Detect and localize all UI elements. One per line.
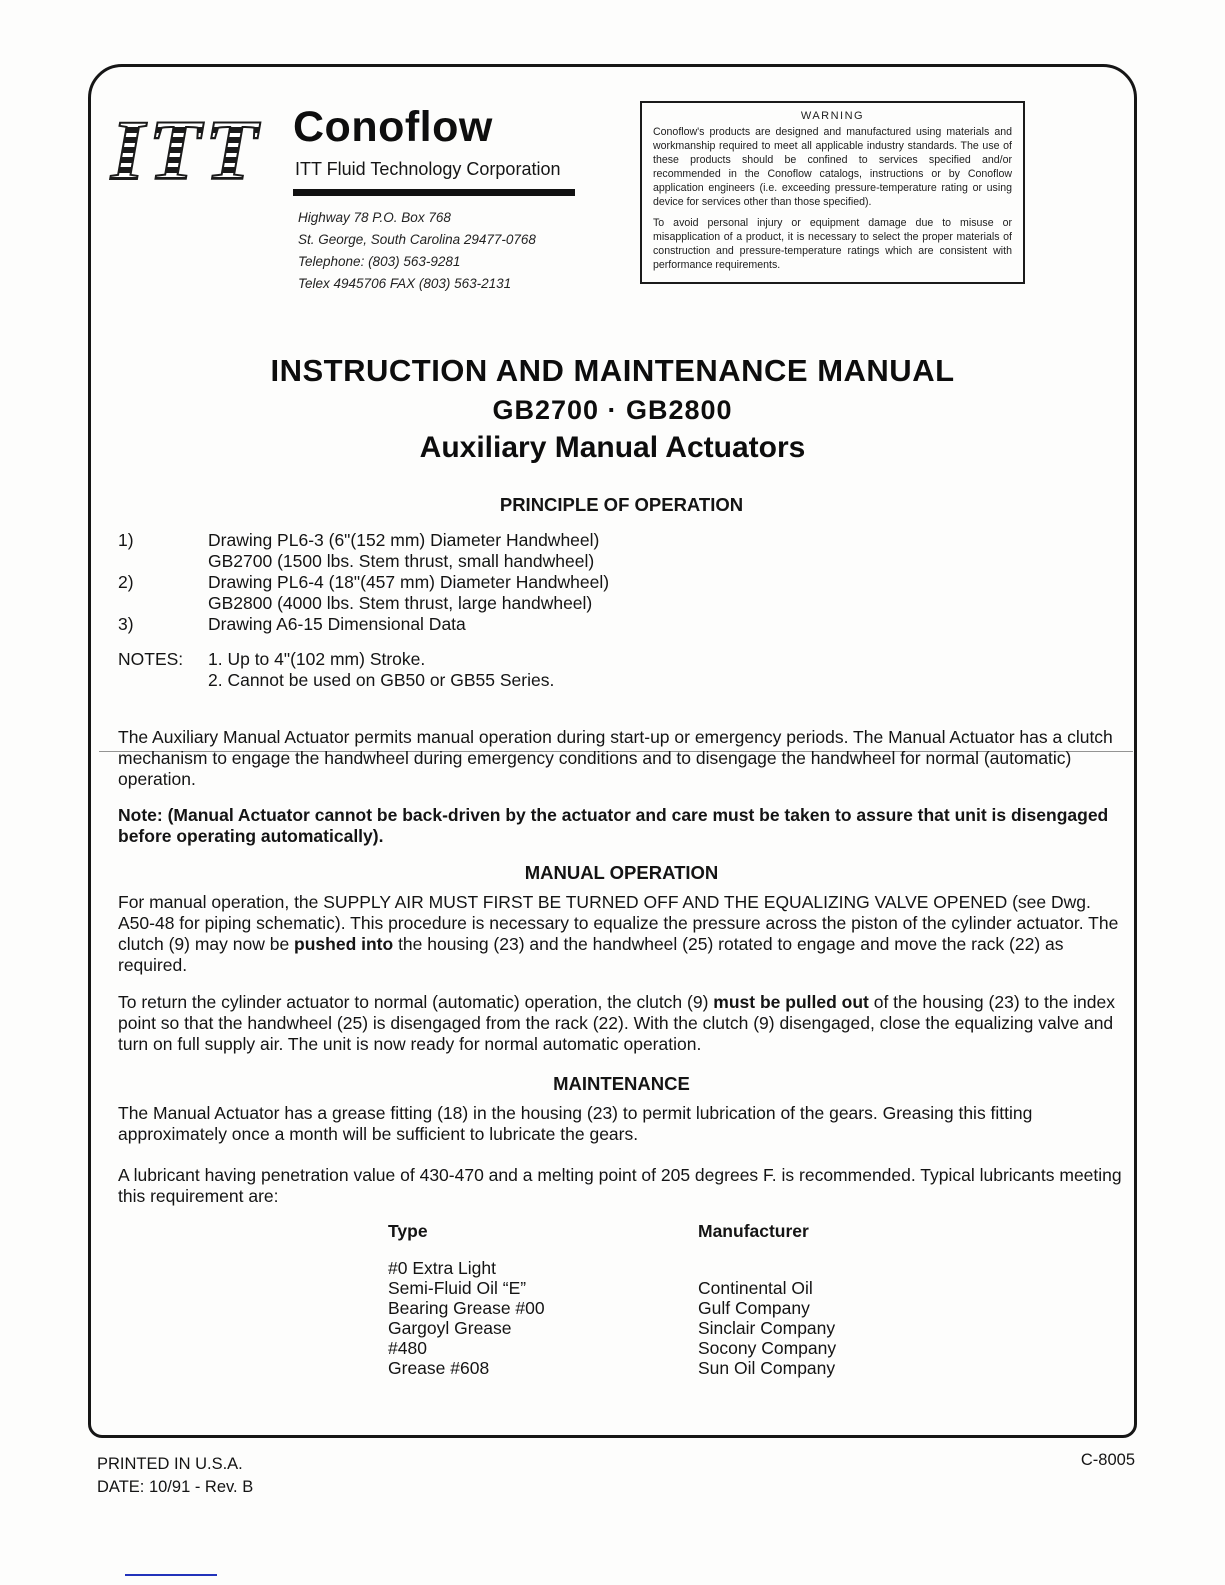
table-row: [388, 1318, 1125, 1338]
table-row: [388, 1338, 1125, 1358]
scan-artifact-blue-line: [125, 1574, 217, 1576]
heading-maintenance: MAINTENANCE: [553, 1073, 690, 1094]
notes-block: [118, 649, 1125, 691]
page-border: [88, 64, 1137, 1438]
warning-title: WARNING: [800, 110, 865, 122]
list-item-number: 3): [118, 614, 134, 634]
warning-paragraph-1: Conoflow's products are designed and manufactured using materials and workmanship required to meet all applicable industry standards. The use of these products should be confined to services specified and/or recommended in the Conoflow catalogs, instructions or by Conoflow application engineers (i.e. exceeding pressure-temperature rating or using device for services other than those specified).: [653, 126, 1012, 208]
address-line: Highway 78 P.O. Box 768: [298, 210, 451, 225]
column-header-type: Type: [388, 1221, 428, 1241]
cell-type: Grease #608: [388, 1358, 490, 1378]
title-line-1: INSTRUCTION AND MAINTENANCE MANUAL: [270, 353, 955, 388]
itt-logo-graphic: [109, 107, 289, 195]
itt-logo: [109, 107, 289, 195]
cell-type: Gargoyl Grease: [388, 1318, 512, 1338]
brand-name: Conoflow: [293, 103, 493, 151]
cell-manufacturer: Sun Oil Company: [698, 1358, 836, 1378]
principle-list: [118, 530, 1125, 635]
manual-operation-paragraph-1: [118, 892, 1125, 976]
paragraph-text: For manual operation, the SUPPLY AIR MUST FIRST BE TURNED OFF AND THE EQUALIZING VALVE OPENED (see Dwg. A50-48 for piping schematic). This procedure is necessary to equalize the pressure across the piston of the cylinder actuator. The clutch (9) may now be: [118, 892, 1119, 954]
notes-text: [208, 649, 554, 691]
printed-in-usa: PRINTED IN U.S.A.: [97, 1455, 243, 1473]
document-title: [91, 353, 1134, 465]
maintenance-paragraph-1: The Manual Actuator has a grease fitting (18) in the housing (23) to permit lubrication of the gears. Greasing this fitting approximately once a month will be sufficient to lubricate the gears.: [118, 1103, 1033, 1144]
address-line: Telephone: (803) 563-9281: [298, 253, 461, 269]
cell-manufacturer: Sinclair Company: [698, 1318, 836, 1338]
list-item: [118, 530, 1125, 572]
table-row: [388, 1298, 1125, 1318]
document-number: C-8005: [1080, 1451, 1135, 1469]
column-header-manufacturer: Manufacturer: [698, 1221, 809, 1241]
note-line: 2. Cannot be used on GB50 or GB55 Series.: [208, 670, 555, 690]
note-line: 1. Up to 4"(102 mm) Stroke.: [208, 649, 426, 669]
paragraph-bold-text: must be pulled out: [713, 992, 869, 1012]
paragraph-text: To return the cylinder actuator to normal (automatic) operation, the clutch (9): [118, 992, 714, 1012]
list-item-text: [208, 614, 466, 635]
list-line: GB2700 (1500 lbs. Stem thrust, small handwheel): [208, 551, 595, 571]
list-item-number: 1): [118, 530, 134, 550]
cell-manufacturer: Continental Oil: [698, 1278, 813, 1298]
warning-paragraph-2: To avoid personal injury or equipment damage due to misuse or misapplication of a product, it is necessary to select the proper materials of construction and pressure-temperature ratings which are consistent with performance requirements.: [653, 216, 1012, 271]
lubricant-table-header: [388, 1221, 1125, 1242]
heading-manual-operation: MANUAL OPERATION: [524, 862, 719, 883]
list-item: [118, 614, 1125, 635]
warning-box: [640, 101, 1025, 284]
cell-type: Bearing Grease #00: [388, 1298, 545, 1318]
notes-label: NOTES:: [118, 649, 184, 669]
manual-operation-paragraph-2: [118, 992, 1125, 1055]
list-item: [118, 572, 1125, 614]
maintenance-paragraph-2: A lubricant having penetration value of 430-470 and a melting point of 205 degrees F. is recommended. Typical lubricants meeting this requirement are:: [118, 1165, 1122, 1206]
brand-subtitle: ITT Fluid Technology Corporation: [295, 159, 561, 179]
paragraph-text: the housing (23) and the handwheel (25) rotated to engage and move the rack (22) as required.: [118, 934, 1064, 975]
list-line: Drawing A6-15 Dimensional Data: [208, 614, 466, 634]
title-line-2: GB2700 · GB2800: [492, 395, 733, 425]
cell-type: #480: [388, 1338, 427, 1358]
cell-type: #0 Extra Light: [388, 1258, 496, 1278]
paragraph-bold-text: pushed into: [294, 934, 394, 954]
document-body: [118, 487, 1125, 1378]
intro-paragraph: The Auxiliary Manual Actuator permits manual operation during start-up or emergency periods. The Manual Actuator has a clutch mechanism to engage the handwheel during emergency conditions and to disengage the handwheel for normal (automatic) operation.: [118, 727, 1113, 789]
list-item-text: [208, 530, 599, 572]
cell-manufacturer: Gulf Company: [698, 1298, 810, 1318]
lubricant-table: [388, 1221, 1125, 1378]
cell-manufacturer: [698, 1258, 1125, 1278]
list-item-text: [208, 572, 609, 614]
company-address: [298, 207, 536, 294]
date-revision: DATE: 10/91 - Rev. B: [97, 1478, 254, 1496]
list-line: Drawing PL6-3 (6"(152 mm) Diameter Handwheel): [208, 530, 600, 550]
address-line: Telex 4945706 FAX (803) 563-2131: [298, 275, 512, 291]
footer-left: [97, 1453, 253, 1499]
cell-manufacturer: Socony Company: [698, 1338, 837, 1358]
itt-logo-text: ITT: [111, 107, 262, 195]
list-line: Drawing PL6-4 (18"(457 mm) Diameter Handwheel): [208, 572, 610, 592]
paragraph-text: of the housing (23) to the index point so that the handwheel (25) is disengaged from the rack (22). With the clutch (9) disengaged, close the equalizing valve and turn on full supply air. The unit is now ready for normal automatic operation.: [118, 992, 1115, 1054]
table-row: [388, 1258, 1125, 1278]
brand-divider: [293, 189, 575, 196]
table-row: [388, 1278, 1125, 1298]
heading-principle-of-operation: PRINCIPLE OF OPERATION: [499, 494, 744, 515]
table-row: [388, 1358, 1125, 1378]
list-item-number: 2): [118, 572, 134, 592]
address-line: St. George, South Carolina 29477-0768: [298, 231, 536, 247]
list-line: GB2800 (4000 lbs. Stem thrust, large handwheel): [208, 593, 593, 613]
caution-note-paragraph: Note: (Manual Actuator cannot be back-driven by the actuator and care must be taken to assure that unit is disengaged before operating automatically).: [118, 805, 1109, 846]
title-line-3: Auxiliary Manual Actuators: [419, 431, 806, 464]
cell-type: Semi-Fluid Oil “E”: [388, 1278, 527, 1298]
